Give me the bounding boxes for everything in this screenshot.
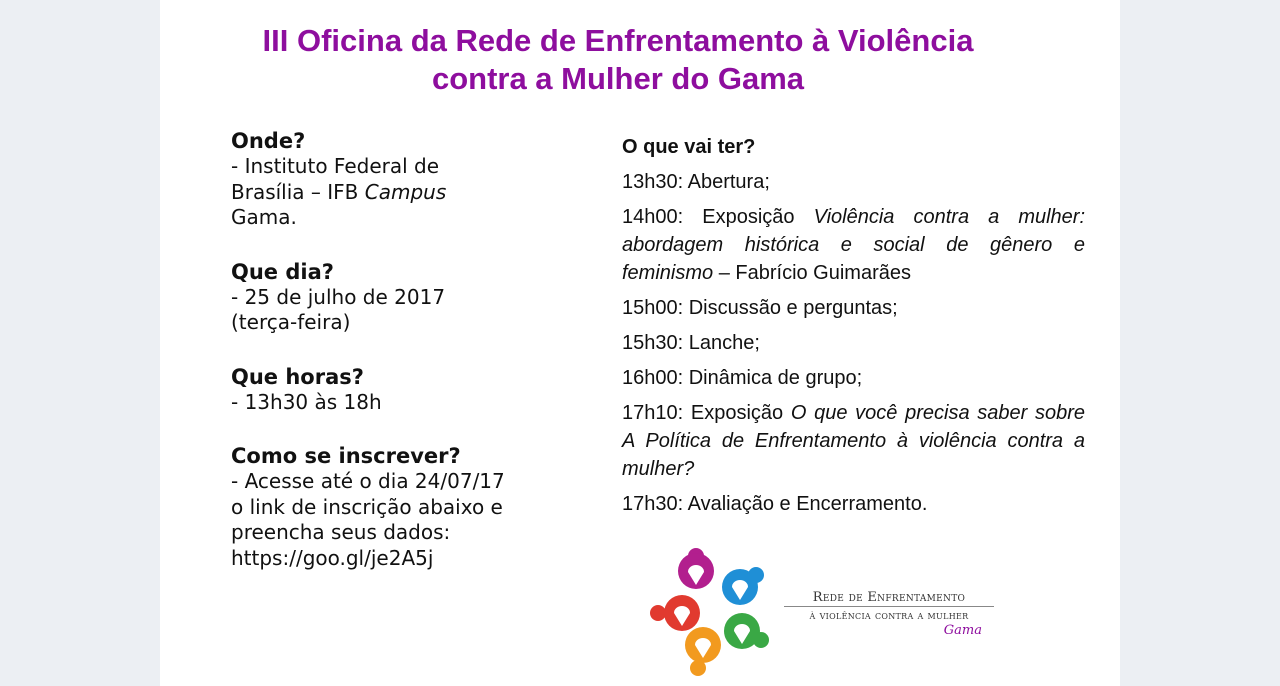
schedule-time: 15h00:: [622, 297, 684, 319]
answer-text: Gama.: [231, 205, 297, 229]
schedule-italic: O que você precisa saber sobre A Política de Enfrentamento à violência contra a mulher?: [622, 402, 1086, 480]
info-question: Que dia?: [231, 259, 334, 284]
logo-figure-green: [724, 613, 769, 649]
schedule-heading: O que vai ter?: [622, 136, 756, 158]
event-info: [231, 128, 551, 599]
schedule-text: Discussão e perguntas;: [688, 297, 898, 319]
schedule-item: [622, 203, 1085, 287]
info-register: [231, 443, 551, 571]
info-question: Como se inscrever?: [231, 444, 461, 468]
schedule-item: [622, 329, 1085, 357]
schedule-item: [622, 399, 1085, 483]
info-where: [231, 128, 551, 231]
schedule-time: 16h00:: [622, 367, 684, 389]
logo-figure-blue: [722, 567, 764, 605]
schedule-text: Abertura;: [687, 171, 770, 193]
schedule-time: 17h10:: [622, 402, 684, 424]
title-line-2: contra a Mulher do Gama: [431, 61, 805, 96]
schedule-speaker: – Fabrício Guimarães: [718, 262, 911, 284]
info-time: [231, 364, 551, 416]
logo-figure-purple: [678, 548, 714, 589]
info-answer: - 25 de julho de 2017 (terça-feira): [231, 284, 446, 334]
info-date: [231, 259, 551, 336]
logo-figure-orange: [685, 627, 721, 676]
page-title: [220, 22, 1016, 98]
title-line-1: III Oficina da Rede de Enfrentamento à Violência: [262, 23, 974, 58]
schedule-item: [622, 294, 1085, 322]
schedule-text: Exposição: [702, 206, 795, 228]
info-answer: - Acesse até o dia 24/07/17 o link de inscrição abaixo e preencha seus dados: https://goo.gl/je2A5j: [231, 469, 505, 570]
schedule-time: 13h30:: [622, 171, 684, 193]
logo-figure-red: [650, 595, 700, 631]
schedule-time: 14h00:: [622, 206, 684, 228]
answer-text: - Instituto Federal de Brasília – IFB: [231, 154, 440, 204]
info-answer: [231, 154, 551, 231]
info-question: Onde?: [231, 129, 306, 153]
schedule-item: [622, 490, 1085, 518]
logo-wordmark: [784, 590, 994, 638]
schedule-time: 17h30:: [622, 493, 684, 515]
schedule-text: Avaliação e Encerramento.: [687, 493, 928, 515]
schedule-text: Dinâmica de grupo;: [688, 367, 863, 389]
logo-line-1: Rede de Enfrentamento: [784, 590, 994, 607]
schedule-text: Lanche;: [688, 332, 760, 354]
schedule-text: Exposição: [690, 402, 784, 424]
schedule-italic: Violência contra a mulher: abordagem histórica e social de gênero e feminismo: [622, 206, 1086, 284]
logo-line-2: à violência contra a mulher: [809, 608, 969, 622]
flyer-page: [160, 0, 1120, 686]
schedule-item: [622, 168, 1085, 196]
schedule-item: [622, 364, 1085, 392]
info-question: Que horas?: [231, 364, 364, 389]
logo-line-3: Gama: [943, 623, 982, 638]
schedule-time: 15h30:: [622, 332, 684, 354]
schedule: [622, 133, 1085, 525]
answer-italic: Campus: [364, 179, 447, 204]
info-answer: - 13h30 às 18h: [231, 389, 382, 414]
